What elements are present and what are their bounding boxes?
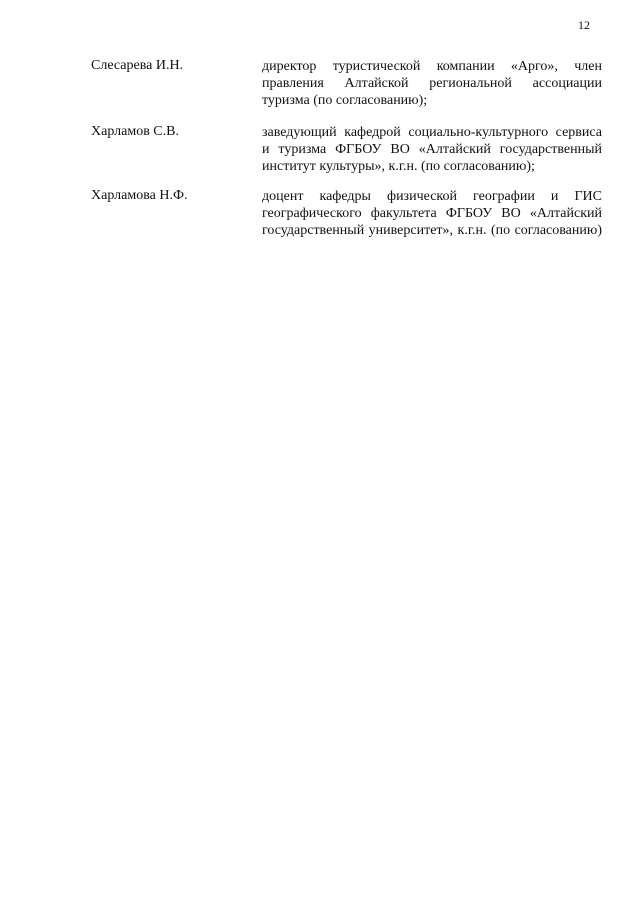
member-role: [262, 58, 602, 109]
role-line: институт культуры», к.г.н. (по согласованию);: [262, 159, 535, 174]
role-line: доцент кафедры физической географии и ГИС: [262, 189, 602, 204]
role-line: правления Алтайской региональной ассоциации: [262, 76, 602, 91]
page-number: 12: [578, 18, 590, 32]
member-role: [262, 188, 602, 239]
role-line: географического факультета ФГБОУ ВО «Алтайский: [262, 206, 602, 221]
role-line: и туризма ФГБОУ ВО «Алтайский государственный: [262, 142, 602, 157]
role-line: туризма (по согласованию);: [262, 93, 428, 108]
role-line: директор туристической компании «Арго», член: [262, 59, 602, 74]
member-name: Харламова Н.Ф.: [91, 188, 188, 203]
member-role: [262, 124, 602, 175]
member-name: Слесарева И.Н.: [91, 58, 184, 73]
role-line: заведующий кафедрой социально-культурного сервиса: [262, 125, 602, 140]
role-line: государственный университет», к.г.н. (по согласованию): [262, 223, 602, 238]
member-name: Харламов С.В.: [91, 124, 179, 139]
